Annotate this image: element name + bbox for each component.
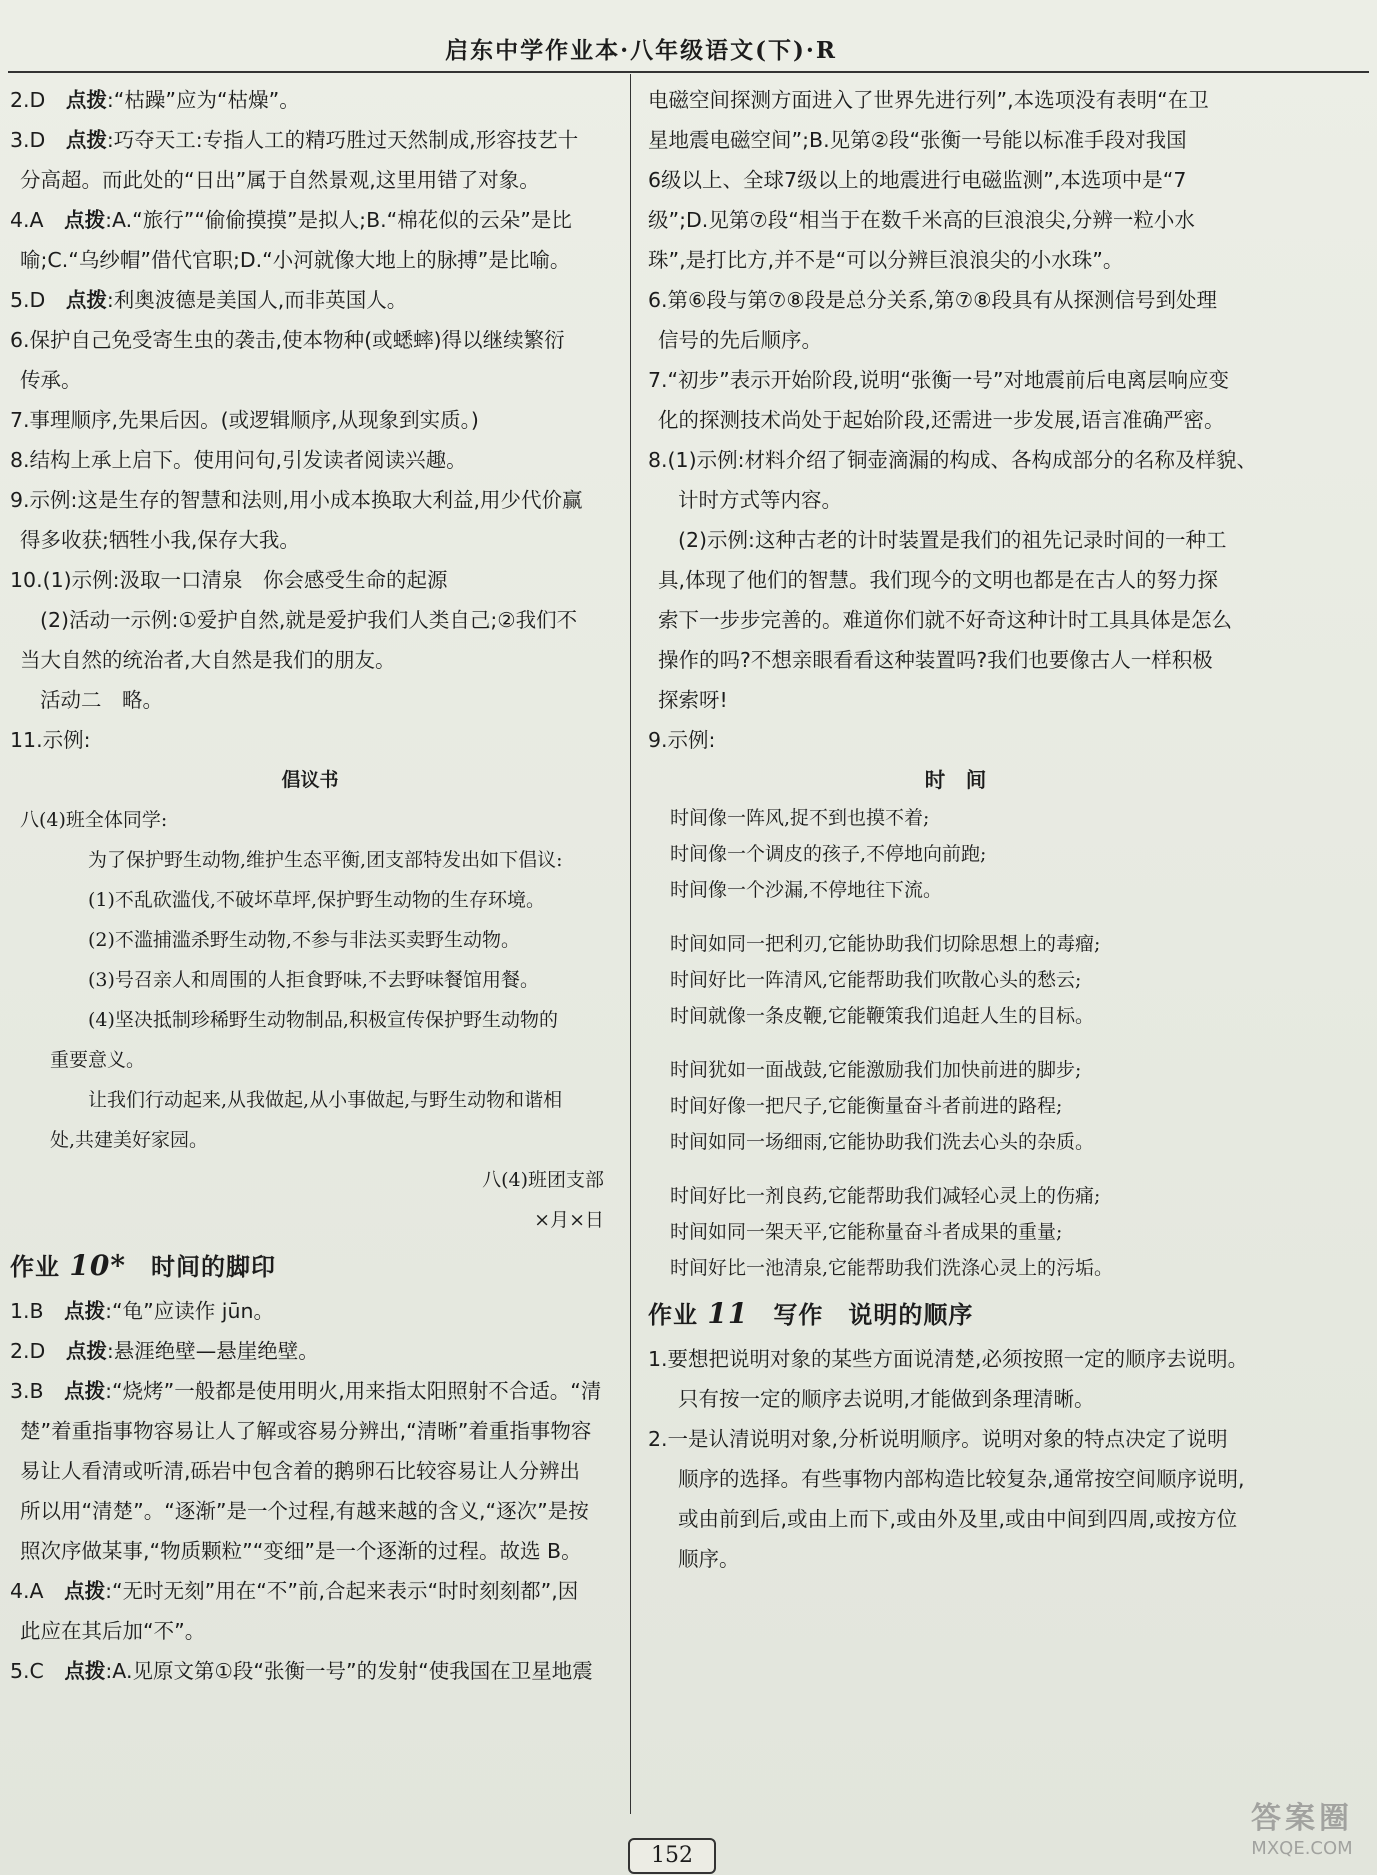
letter-line: (3)号召亲人和周围的人拒食野味,不去野味餐馆用餐。: [88, 969, 539, 991]
poem-line: 时间好比一池清泉,它能帮助我们洗涤心灵上的污垢。: [670, 1257, 1114, 1279]
s10-answer-2: 2.D 点拨:悬涯绝壁—悬崖绝壁。: [10, 1339, 319, 1363]
header-rule: [8, 71, 1369, 73]
letter-line: (2)不滥捕滥杀野生动物,不参与非法买卖野生动物。: [88, 929, 520, 951]
answer-9-cont: 得多收获;牺牲小我,保存大我。: [20, 528, 300, 552]
proposal-letter: [10, 760, 610, 1240]
answer-7: 7.事理顺序,先果后因。(或逻辑顺序,从现象到实质。): [10, 408, 479, 432]
s11-answer-2-cont: 顺序。: [678, 1547, 740, 1571]
page-number: 152: [628, 1838, 716, 1874]
s10-answer-8-cont: 计时方式等内容。: [678, 488, 842, 512]
answer-8: 8.结构上承上启下。使用问句,引发读者阅读兴趣。: [10, 448, 467, 472]
letter-line-cont: 重要意义。: [50, 1049, 146, 1071]
answer-3-cont: 分高超。而此处的“日出”属于自然景观,这里用错了对象。: [20, 168, 540, 192]
poem-line: 时间好像一把尺子,它能衡量奋斗者前进的路程;: [670, 1095, 1063, 1117]
letter-title: 倡议书: [281, 769, 339, 791]
poem-line: 时间好比一剂良药,它能帮助我们减轻心灵上的伤痛;: [670, 1185, 1101, 1207]
left-column: [10, 80, 610, 1691]
watermark-logo-text: 答案圈: [1251, 1801, 1353, 1836]
poem-line: 时间就像一条皮鞭,它能鞭策我们追赶人生的目标。: [670, 1005, 1095, 1027]
letter-closing-cont: 处,共建美好家园。: [50, 1129, 209, 1151]
answer-10-line3: 当大自然的统治者,大自然是我们的朋友。: [20, 648, 396, 672]
s10-answer-3: 3.B 点拨:“烧烤”一般都是使用明火,用来指太阳照射不合适。“清: [10, 1379, 602, 1403]
letter-date: ×月×日: [534, 1209, 604, 1231]
poem-title: 时 间: [924, 768, 987, 792]
answer-4-cont: 喻;C.“乌纱帽”借代官职;D.“小河就像大地上的脉搏”是比喻。: [20, 248, 571, 272]
s10-answer-6: 6.第⑥段与第⑦⑧段是总分关系,第⑦⑧段具有从探测信号到处理: [648, 288, 1217, 312]
s11-answer-2-cont: 或由前到后,或由上而下,或由外及里,或由中间到四周,或按方位: [678, 1507, 1238, 1531]
s10-answer-8-line: 索下一步步完善的。难道你们就不好奇这种计时工具具体是怎么: [658, 608, 1232, 632]
letter-line: (4)坚决抵制珍稀野生动物制品,积极宣传保护野生动物的: [88, 1009, 558, 1031]
answer-6-cont: 传承。: [20, 368, 82, 392]
s10-answer-5-cont: 级”;D.见第⑦段“相当于在数千米高的巨浪浪尖,分辨一粒小水: [648, 208, 1195, 232]
s10-answer-5-cont: 电磁空间探测方面进入了世界先进行列”,本选项没有表明“在卫: [648, 88, 1209, 112]
s11-answer-2: 2.一是认清说明对象,分析说明顺序。说明对象的特点决定了说明: [648, 1427, 1228, 1451]
right-column: [648, 80, 1263, 1579]
s10-answer-8-line: 具,体现了他们的智慧。我们现今的文明也都是在古人的努力探: [658, 568, 1219, 592]
answer-6: 6.保护自己免受寄生虫的袭击,使本物种(或蟋蟀)得以继续繁衍: [10, 328, 565, 352]
s10-answer-4-cont: 此应在其后加“不”。: [20, 1619, 206, 1643]
s10-answer-4: 4.A 点拨:“无时无刻”用在“不”前,合起来表示“时时刻刻都”,因: [10, 1579, 579, 1603]
poem-line: 时间像一个调皮的孩子,不停地向前跑;: [670, 843, 987, 865]
poem-line: 时间如同一把利刃,它能协助我们切除思想上的毒瘤;: [670, 933, 1101, 955]
s11-answer-2-cont: 顺序的选择。有些事物内部构造比较复杂,通常按空间顺序说明,: [678, 1467, 1245, 1491]
s10-answer-3-cont: 照次序做某事,“物质颗粒”“变细”是一个逐渐的过程。故选 B。: [20, 1539, 582, 1563]
s10-answer-8: 8.(1)示例:材料介绍了铜壶滴漏的构成、各构成部分的名称及样貌、: [648, 448, 1258, 472]
letter-signature: 八(4)班团支部: [482, 1169, 604, 1191]
s10-answer-5-cont: 星地震电磁空间”;B.见第②段“张衡一号能以标准手段对我国: [648, 128, 1187, 152]
poem-line: 时间犹如一面战鼓,它能激励我们加快前进的脚步;: [670, 1059, 1082, 1081]
section-heading-11: 作业 11 写作 说明的顺序: [648, 1297, 974, 1330]
page-header: 启东中学作业本·八年级语文(下)·R: [445, 37, 837, 64]
letter-greeting: 八(4)班全体同学:: [20, 809, 168, 831]
answer-10: 10.(1)示例:汲取一口清泉 你会感受生命的起源: [10, 568, 448, 592]
s10-answer-9: 9.示例:: [648, 728, 716, 752]
s11-answer-1: 1.要想把说明对象的某些方面说清楚,必须按照一定的顺序去说明。: [648, 1347, 1249, 1371]
answer-10-line2: (2)活动一示例:①爱护自然,就是爱护我们人类自己;②我们不: [40, 608, 578, 632]
s10-answer-3-cont: 所以用“清楚”。“逐渐”是一个过程,有越来越的含义,“逐次”是按: [20, 1499, 589, 1523]
watermark-url: MXQE.COM: [1251, 1838, 1353, 1859]
s11-answer-1-cont: 只有按一定的顺序去说明,才能做到条理清晰。: [678, 1387, 1095, 1411]
poem-line: 时间像一个沙漏,不停地往下流。: [670, 879, 943, 901]
poem-line: 时间好比一阵清风,它能帮助我们吹散心头的愁云;: [670, 969, 1082, 991]
s10-answer-7-cont: 化的探测技术尚处于起始阶段,还需进一步发展,语言准确严密。: [658, 408, 1225, 432]
s10-answer-1: 1.B 点拨:“龟”应读作 jūn。: [10, 1299, 274, 1323]
answer-5: 5.D 点拨:利奥波德是美国人,而非英国人。: [10, 288, 408, 312]
s10-answer-7: 7.“初步”表示开始阶段,说明“张衡一号”对地震前后电离层响应变: [648, 368, 1230, 392]
letter-line: 为了保护野生动物,维护生态平衡,团支部特发出如下倡议:: [88, 849, 563, 871]
s10-answer-3-cont: 楚”着重指事物容易让人了解或容易分辨出,“清晰”着重指事物容: [20, 1419, 592, 1443]
answer-3: 3.D 点拨:巧夺天工:专指人工的精巧胜过天然制成,形容技艺十: [10, 128, 579, 152]
s10-answer-5: 5.C 点拨:A.见原文第①段“张衡一号”的发射“使我国在卫星地震: [10, 1659, 593, 1683]
stanza-gap: [648, 908, 1263, 926]
s10-answer-8-line: 探索呀!: [658, 688, 728, 712]
answer-9: 9.示例:这是生存的智慧和法则,用小成本换取大利益,用少代价赢: [10, 488, 583, 512]
s10-answer-6-cont: 信号的先后顺序。: [658, 328, 822, 352]
s10-answer-5-cont: 6级以上、全球7级以上的地震进行电磁监测”,本选项中是“7: [648, 168, 1187, 192]
poem-line: 时间像一阵风,捉不到也摸不着;: [670, 807, 930, 829]
s10-answer-8-line: (2)示例:这种古老的计时装置是我们的祖先记录时间的一种工: [678, 528, 1227, 552]
watermark-logo: [1237, 1799, 1367, 1869]
letter-closing: 让我们行动起来,从我做起,从小事做起,与野生动物和谐相: [88, 1089, 563, 1111]
section-heading-10: 作业 10* 时间的脚印: [10, 1249, 276, 1282]
answer-2: 2.D 点拨:“枯躁”应为“枯燥”。: [10, 88, 300, 112]
poem: [648, 760, 1263, 1286]
s10-answer-3-cont: 易让人看清或听清,砾岩中包含着的鹅卵石比较容易让人分辨出: [20, 1459, 581, 1483]
stanza-gap: [648, 1034, 1263, 1052]
s10-answer-8-line: 操作的吗?不想亲眼看看这种装置吗?我们也要像古人一样积极: [658, 648, 1213, 672]
letter-line: (1)不乱砍滥伐,不破坏草坪,保护野生动物的生存环境。: [88, 889, 545, 911]
stanza-gap: [648, 1160, 1263, 1178]
poem-line: 时间如同一场细雨,它能协助我们洗去心头的杂质。: [670, 1131, 1095, 1153]
poem-line: 时间如同一架天平,它能称量奋斗者成果的重量;: [670, 1221, 1063, 1243]
column-divider: [630, 74, 631, 1814]
answer-10-line4: 活动二 略。: [40, 688, 163, 712]
answer-11: 11.示例:: [10, 728, 91, 752]
s10-answer-5-cont: 珠”,是打比方,并不是“可以分辨巨浪浪尖的小水珠”。: [648, 248, 1124, 272]
answer-4: 4.A 点拨:A.“旅行”“偷偷摸摸”是拟人;B.“棉花似的云朵”是比: [10, 208, 572, 232]
